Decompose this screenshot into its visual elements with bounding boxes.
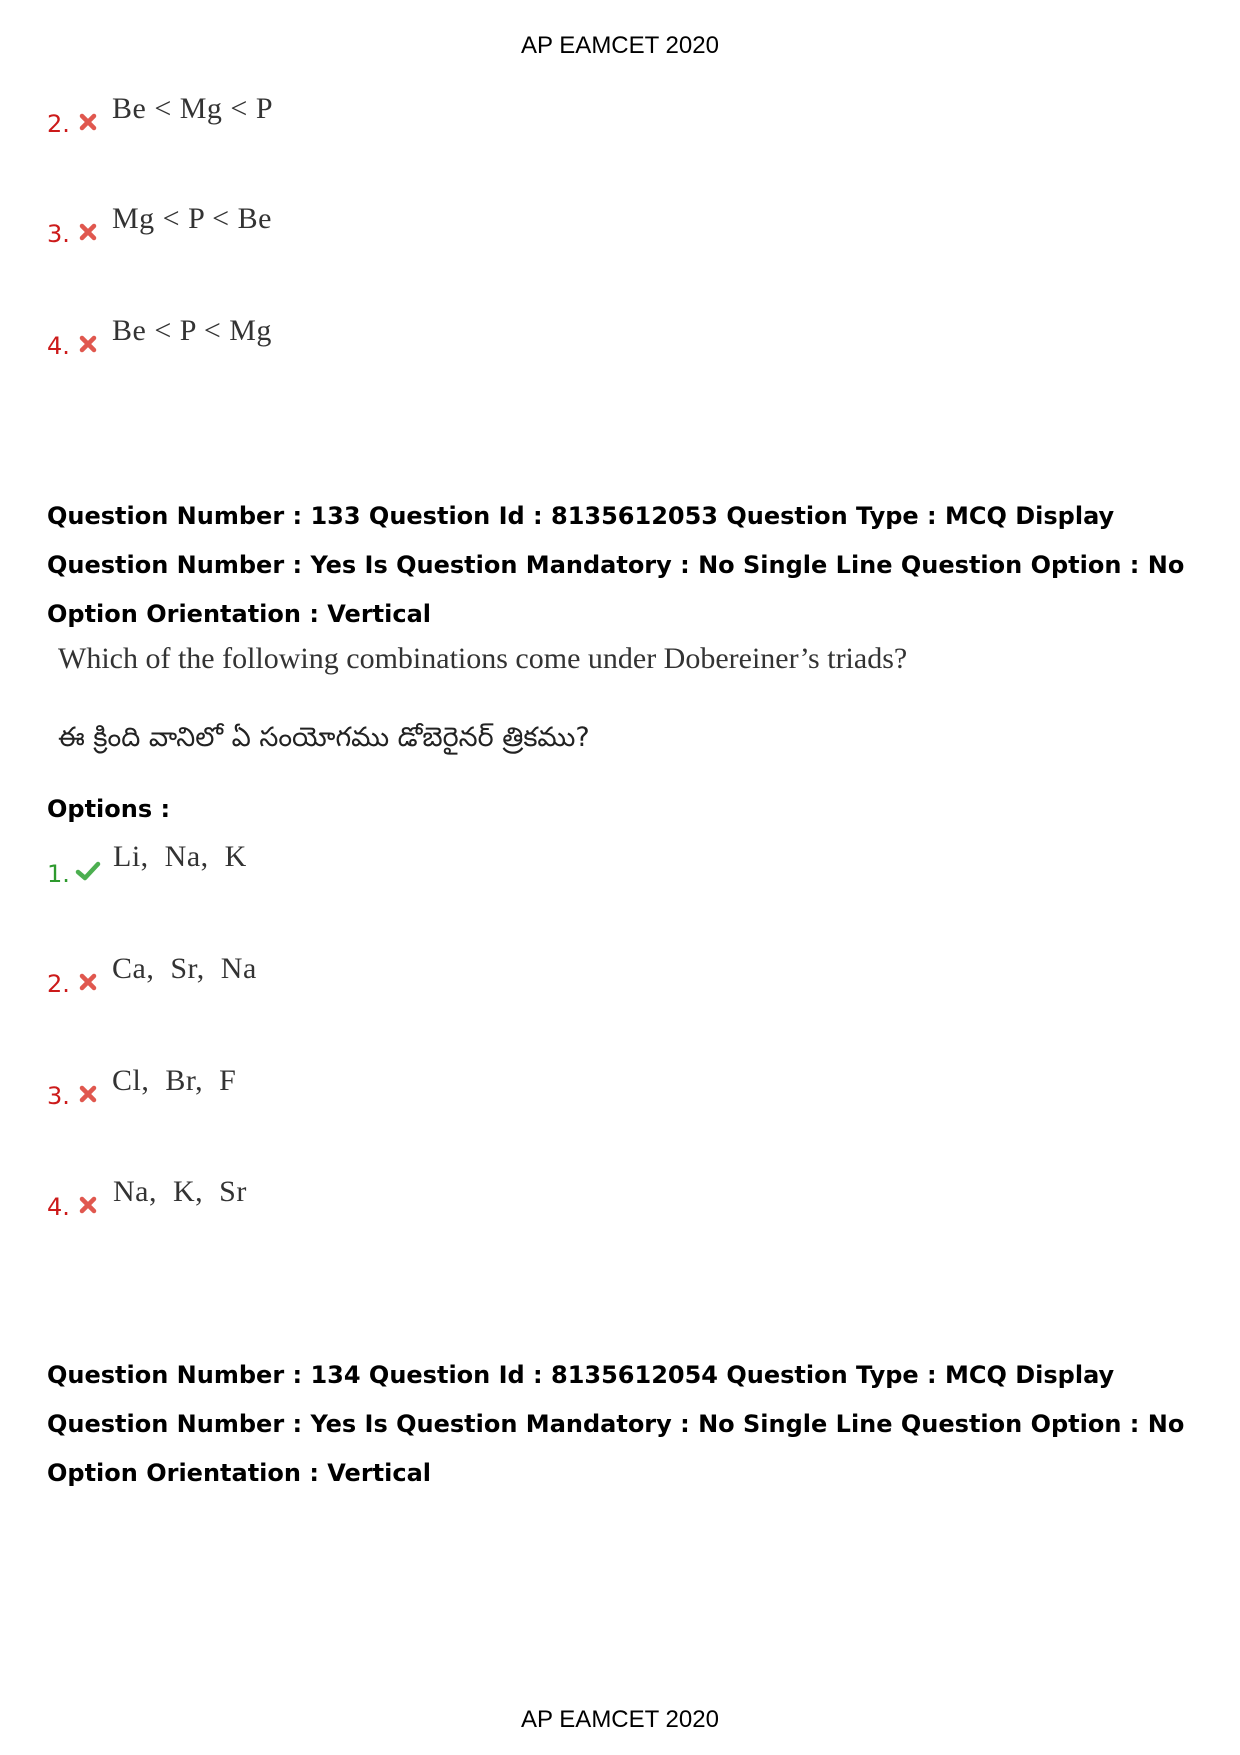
options-label: Options : — [47, 795, 171, 823]
option-number: 3. — [47, 1082, 70, 1110]
option-text: Na, K, Sr — [113, 1175, 247, 1208]
option-number: 1. — [47, 860, 70, 888]
question-134-meta: Question Number : 134 Question Id : 8135612054 Question Type : MCQ Display Question Number : Yes Is Question Mandatory : No Single Line Question Option : No Option Orientation : Vertical — [47, 1361, 1185, 1487]
page-header: AP EAMCET 2020 — [521, 32, 719, 59]
question-text-telugu: ఈ క్రింది వానిలో ఏ సంయోగము డోబెరైనర్ త్రికము? — [58, 722, 590, 753]
question-133-meta: Question Number : 133 Question Id : 8135612053 Question Type : MCQ Display Question Number : Yes Is Question Mandatory : No Single Line Question Option : No Option Orientation : Vertical — [47, 502, 1185, 628]
option-number: 3. — [47, 220, 70, 248]
cross-icon — [77, 221, 99, 243]
option-text: Be < P < Mg — [112, 314, 272, 347]
question-text-english: Which of the following combinations come under Dobereiner’s triads? — [58, 642, 908, 675]
option-text: Cl, Br, F — [112, 1064, 237, 1097]
option-number: 2. — [47, 970, 70, 998]
cross-icon — [77, 1194, 99, 1216]
option-number: 4. — [47, 332, 70, 360]
option-number: 4. — [47, 1193, 70, 1221]
cross-icon — [77, 971, 99, 993]
option-text: Be < Mg < P — [112, 92, 274, 125]
cross-icon — [77, 1083, 99, 1105]
option-text: Mg < P < Be — [112, 202, 272, 235]
option-text: Li, Na, K — [113, 840, 247, 873]
option-number: 2. — [47, 110, 70, 138]
option-text: Ca, Sr, Na — [112, 952, 257, 985]
cross-icon — [77, 333, 99, 355]
check-icon — [75, 860, 101, 882]
page-footer: AP EAMCET 2020 — [521, 1706, 719, 1733]
cross-icon — [77, 111, 99, 133]
